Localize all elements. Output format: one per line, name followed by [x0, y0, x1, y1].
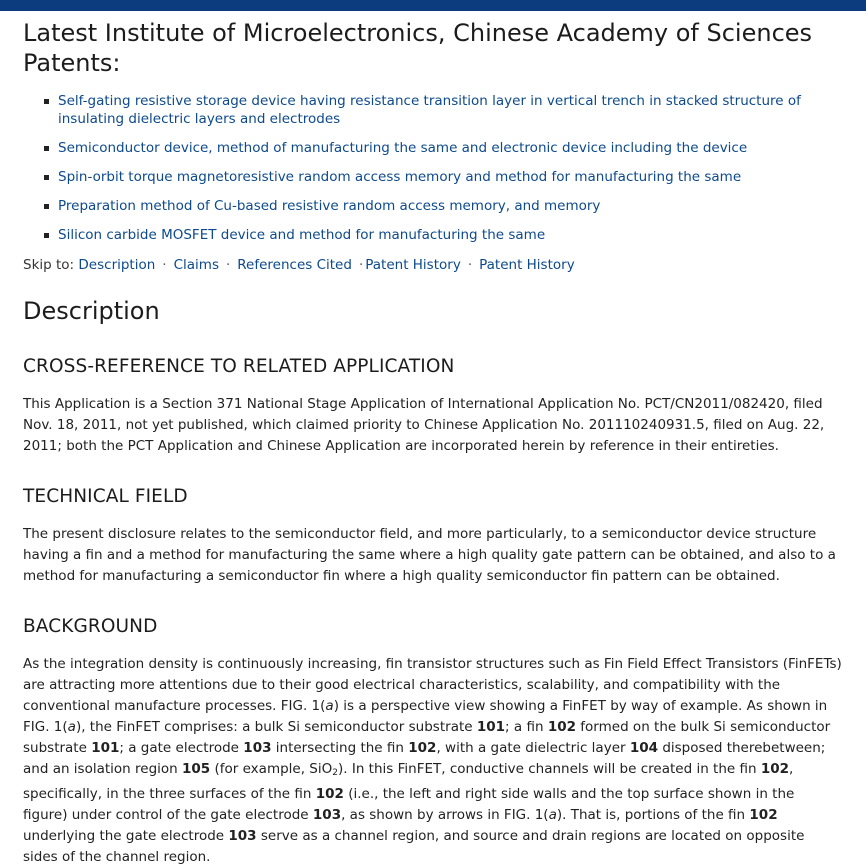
skip-link-patent-history[interactable]: Patent History	[365, 257, 461, 273]
background-heading: BACKGROUND	[23, 616, 158, 637]
cross-reference-heading: CROSS-REFERENCE TO RELATED APPLICATION	[23, 356, 455, 377]
separator: ·	[467, 257, 473, 273]
skip-link-patent-history-2[interactable]: Patent History	[479, 257, 575, 273]
bullet-icon	[44, 233, 49, 238]
patent-link[interactable]: Spin-orbit torque magnetoresistive random access memory and method for manufacturing the same	[58, 169, 742, 185]
description-heading: Description	[23, 297, 160, 325]
bullet-icon	[44, 99, 49, 104]
patent-link[interactable]: Semiconductor device, method of manufacturing the same and electronic device including the device	[58, 140, 748, 156]
skip-to-label: Skip to:	[23, 257, 75, 273]
patent-link[interactable]: Silicon carbide MOSFET device and method for manufacturing the same	[58, 227, 546, 243]
separator: ·	[225, 257, 231, 273]
bullet-icon	[44, 146, 49, 151]
separator: ·	[358, 257, 364, 273]
latest-patents-list	[23, 92, 843, 244]
bullet-icon	[44, 175, 49, 180]
top-nav-bar	[0, 0, 866, 11]
patent-link[interactable]: Self-gating resistive storage device having resistance transition layer in vertical trench in stacked structure of insulating dielectric layers and electrodes	[58, 93, 801, 127]
technical-field-heading: TECHNICAL FIELD	[23, 486, 188, 507]
skip-link-description[interactable]: Description	[78, 257, 156, 273]
list-item	[23, 92, 843, 128]
list-item	[23, 226, 843, 244]
technical-field-text: The present disclosure relates to the semiconductor field, and more particularly, to a semiconductor device structure having a fin and a method for manufacturing the same where a high quality gate pattern can be obtained, and also to a method for manufacturing a semiconductor fin where a high quality semiconductor fin pattern can be obtained.	[23, 526, 836, 584]
skip-to-nav	[23, 255, 843, 275]
list-item	[23, 197, 843, 215]
list-item	[23, 139, 843, 157]
skip-link-claims[interactable]: Claims	[173, 257, 219, 273]
main-content	[23, 18, 843, 868]
patent-link[interactable]: Preparation method of Cu-based resistive random access memory, and memory	[58, 198, 601, 214]
list-item	[23, 168, 843, 186]
page-title: Latest Institute of Microelectronics, Chinese Academy of Sciences Patents:	[23, 19, 813, 77]
separator: ·	[162, 257, 167, 273]
skip-link-references-cited[interactable]: References Cited	[237, 257, 352, 273]
background-text: As the integration density is continuously increasing, fin transistor structures such as Fin Field Effect Transistors (FinFETs) are attracting more attentions due to their good electrical characteristics, scalability, and compatibility with the conventional manufacture processes. FIG. 1(a) is a perspective view showing a FinFET by way of example. As shown in FIG. 1(a), the FinFET comprises: a bulk Si semiconductor substrate 101; a fin 102 formed on the bulk Si semiconductor substrate 101; a gate electrode 103 intersecting the fin 102, with a gate dielectric layer 104 disposed therebetween; and an isolation region 105 (for example, SiO$_2$). In this FinFET, conductive channels will be created in the fin 102, specifically, in the three surfaces of the fin 102 (i.e., the left and right side walls and the top surface shown in the figure) under control of the gate electrode 103, as shown by arrows in FIG. 1(a). That is, portions of the fin 102 underlying the gate electrode 103 serve as a channel region, and source and drain regions are located on opposite sides of the channel region.	[23, 656, 842, 865]
bullet-icon	[44, 204, 49, 209]
cross-reference-text: This Application is a Section 371 National Stage Application of International Application No. PCT/CN2011/082420, filed Nov. 18, 2011, not yet published, which claimed priority to Chinese Application No. 201110240931.5, filed on Aug. 22, 2011; both the PCT Application and Chinese Application are incorporated herein by reference in their entireties.	[23, 396, 825, 454]
